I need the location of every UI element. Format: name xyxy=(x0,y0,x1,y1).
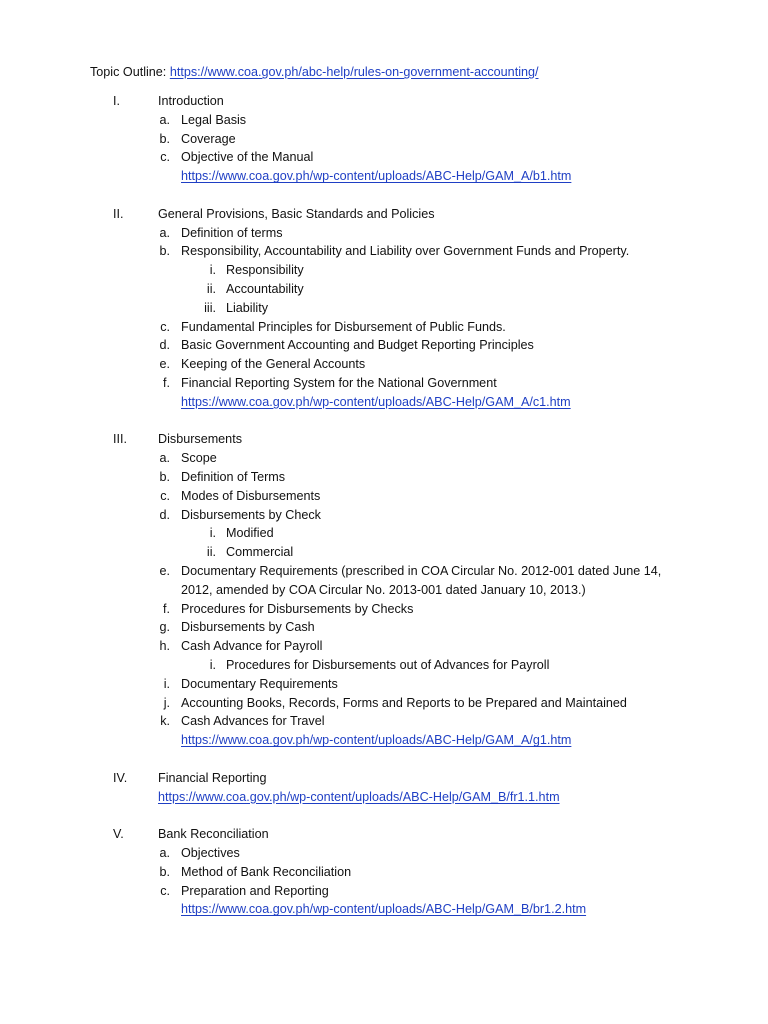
item-text: Cash Advances for Travel xyxy=(181,714,325,729)
item-marker: h. xyxy=(159,639,170,654)
item-text: Method of Bank Reconciliation xyxy=(181,864,352,879)
item-text: Basic Government Accounting and Budget Reporting Principles xyxy=(181,338,534,353)
section-numeral: I. xyxy=(113,94,120,108)
section-title: Financial Reporting xyxy=(158,770,267,785)
item-text: Disbursements by Check xyxy=(181,507,321,522)
item-text: Keeping of the General Accounts xyxy=(181,357,366,372)
item-text: Accounting Books, Records, Forms and Reports to be Prepared and Maintained xyxy=(181,695,627,710)
item-marker: g. xyxy=(159,620,170,635)
subitem-marker: i. xyxy=(209,658,216,672)
item-text: Documentary Requirements (prescribed in COA Circular No. 2012-001 dated June 14, xyxy=(181,564,662,578)
item-text: Procedures for Disbursements by Checks xyxy=(181,601,414,616)
subitem-marker: ii. xyxy=(206,282,216,296)
item-marker: b. xyxy=(159,470,170,484)
item-text: Objectives xyxy=(181,846,240,860)
section-title: General Provisions, Basic Standards and Policies xyxy=(158,206,435,221)
item-marker: b. xyxy=(159,131,170,146)
item-marker: j. xyxy=(163,695,170,710)
item-text: Preparation and Reporting xyxy=(181,883,329,898)
item-marker: d. xyxy=(159,507,170,522)
item-marker: e. xyxy=(159,357,170,372)
subitem-text: Responsibility xyxy=(226,263,304,278)
subitem-text: Modified xyxy=(226,526,274,541)
item-text: 2012, amended by COA Circular No. 2013-001 dated January 10, 2013.) xyxy=(181,582,586,597)
item-marker: b. xyxy=(159,244,170,259)
subitem-text: Procedures for Disbursements out of Advances for Payroll xyxy=(226,658,550,672)
section-title: Introduction xyxy=(158,94,224,108)
section-numeral: IV. xyxy=(113,770,128,785)
item-marker: i. xyxy=(163,676,170,691)
section-title: Bank Reconciliation xyxy=(158,827,269,842)
topic-outline-link[interactable]: https://www.coa.gov.ph/abc-help/rules-on-government-accounting/ xyxy=(169,65,539,79)
item-text: Modes of Disbursements xyxy=(181,488,321,503)
item-link[interactable]: https://www.coa.gov.ph/wp-content/uploads/ABC-Help/GAM_A/g1.htm xyxy=(181,733,572,748)
item-text: Scope xyxy=(181,451,217,466)
item-text: Definition of Terms xyxy=(181,470,286,484)
item-marker: c. xyxy=(160,883,170,898)
item-marker: b. xyxy=(159,864,170,879)
subitem-marker: i. xyxy=(209,526,216,541)
item-marker: a. xyxy=(159,451,170,466)
item-marker: a. xyxy=(159,225,170,240)
section-link[interactable]: https://www.coa.gov.ph/wp-content/uploads/ABC-Help/GAM_B/fr1.1.htm xyxy=(158,789,560,804)
section-numeral: II. xyxy=(113,206,124,221)
item-text: Fundamental Principles for Disbursement of Public Funds. xyxy=(181,319,506,334)
item-text: Disbursements by Cash xyxy=(181,620,315,635)
item-marker: c. xyxy=(160,150,170,165)
item-text: Objective of the Manual xyxy=(181,150,314,165)
topic-outline-label: Topic Outline: xyxy=(90,65,167,79)
item-text: Cash Advance for Payroll xyxy=(181,639,323,654)
section-title: Disbursements xyxy=(158,432,242,447)
item-text: Financial Reporting System for the National Government xyxy=(181,376,497,390)
subitem-text: Accountability xyxy=(226,282,304,296)
item-link[interactable]: https://www.coa.gov.ph/wp-content/uploads/ABC-Help/GAM_A/c1.htm xyxy=(181,394,571,409)
subitem-marker: i. xyxy=(209,263,216,278)
subitem-text: Liability xyxy=(226,300,268,315)
item-link[interactable]: https://www.coa.gov.ph/wp-content/uploads/ABC-Help/GAM_B/br1.2.htm xyxy=(181,902,587,917)
item-text: Coverage xyxy=(181,131,236,146)
item-marker: a. xyxy=(159,112,170,127)
subitem-marker: ii. xyxy=(206,545,216,560)
item-marker: f. xyxy=(163,601,170,616)
item-marker: a. xyxy=(159,846,170,860)
item-link[interactable]: https://www.coa.gov.ph/wp-content/uploads/ABC-Help/GAM_A/b1.htm xyxy=(181,169,572,184)
item-text: Documentary Requirements xyxy=(181,676,338,691)
item-text: Responsibility, Accountability and Liability over Government Funds and Property. xyxy=(181,244,630,259)
item-text: Definition of terms xyxy=(181,225,283,240)
item-text: Legal Basis xyxy=(181,112,247,127)
subitem-text: Commercial xyxy=(226,545,294,560)
item-marker: e. xyxy=(159,564,170,578)
item-marker: f. xyxy=(163,376,170,390)
item-marker: d. xyxy=(159,338,170,353)
item-marker: k. xyxy=(160,714,170,729)
section-numeral: III. xyxy=(113,432,127,447)
item-marker: c. xyxy=(160,319,170,334)
item-marker: c. xyxy=(160,488,170,503)
section-numeral: V. xyxy=(113,827,124,842)
topic-outline-line xyxy=(90,63,539,81)
subitem-marker: iii. xyxy=(204,300,216,315)
